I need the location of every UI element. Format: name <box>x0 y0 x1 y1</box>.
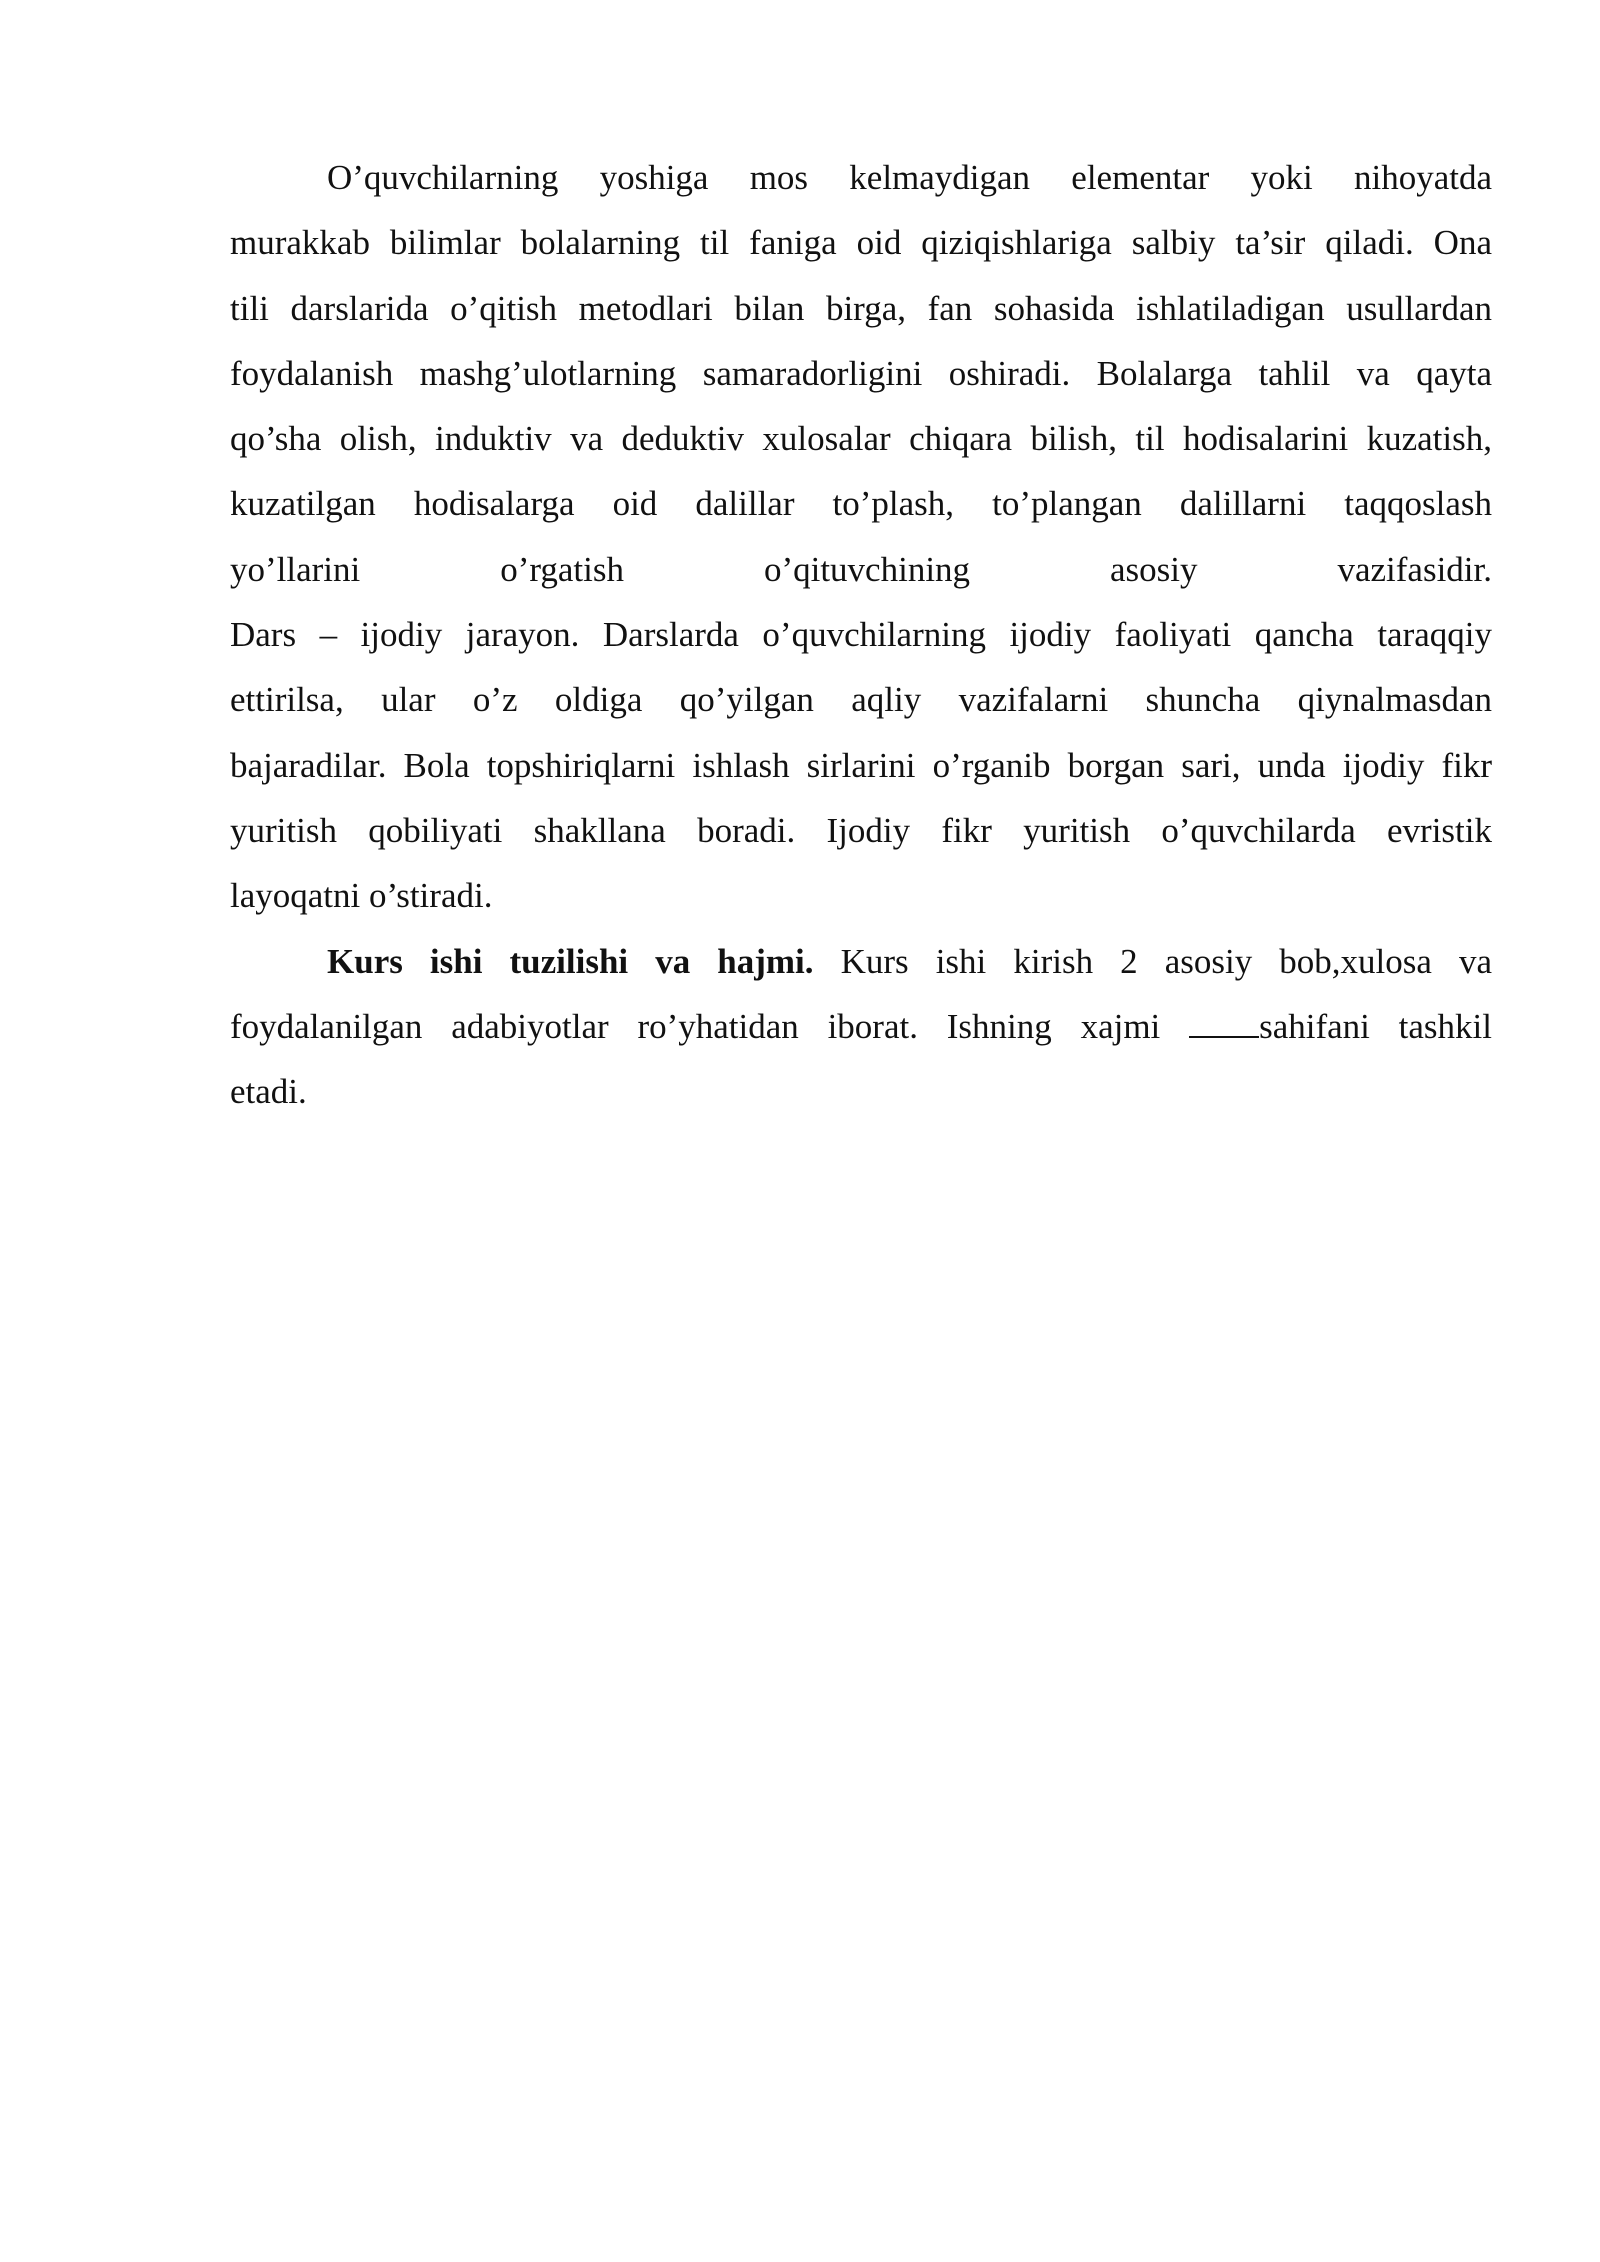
text-line: ettirilsa, ular o’z oldiga qo’yilgan aqliy vazifalarni shuncha qiynalmasdan <box>230 680 1492 720</box>
text-line: bajaradilar. Bola topshiriqlarni ishlash sirlarini o’rganib borgan sari, unda ijodiy fikr <box>230 745 1492 785</box>
paragraph-learning-methods <box>230 145 1492 929</box>
paragraph-course-structure <box>230 929 1492 1125</box>
text-line: layoqatni o’stiradi. <box>230 876 493 916</box>
text-line: foydalanish mashg’ulotlarning samaradorligini oshiradi. Bolalarga tahlil va qayta <box>230 353 1492 393</box>
text-line: tili darslarida o’qitish metodlari bilan birga, fan sohasida ishlatiladigan usullardan <box>230 288 1492 328</box>
text-line <box>230 994 1492 1059</box>
text-run: sahifani tashkil <box>1259 1006 1492 1046</box>
text-line: etadi. <box>230 1072 307 1112</box>
text-line: qo’sha olish, induktiv va deduktiv xulosalar chiqara bilish, til hodisalarini kuzatish, <box>230 419 1492 459</box>
text-run: Kurs ishi kirish 2 asosiy bob,xulosa va <box>813 941 1492 981</box>
fill-in-blank <box>1189 1006 1259 1038</box>
text-line: murakkab bilimlar bolalarning til faniga oid qiziqishlariga salbiy ta’sir qiladi. Ona <box>230 223 1492 263</box>
text-line: yo’llarini o’rgatish o’qituvchining asosiy vazifasidir. <box>230 549 1492 589</box>
text-line: yuritish qobiliyati shakllana boradi. Ijodiy fikr yuritish o’quvchilarda evristik <box>230 810 1492 850</box>
text-run: foydalanilgan adabiyotlar ro’yhatidan iborat. Ishning xajmi <box>230 1006 1190 1046</box>
text-line: O’quvchilarning yoshiga mos kelmaydigan elementar yoki nihoyatda <box>327 158 1492 197</box>
section-lead-heading: Kurs ishi tuzilishi va hajmi. <box>327 941 814 981</box>
text-line: kuzatilgan hodisalarga oid dalillar to’plash, to’plangan dalillarni taqqoslash <box>230 484 1492 524</box>
text-line <box>230 929 1492 994</box>
body-text <box>230 145 1492 1124</box>
text-line: Dars – ijodiy jarayon. Darslarda o’quvchilarning ijodiy faoliyati qancha taraqqiy <box>230 615 1492 655</box>
